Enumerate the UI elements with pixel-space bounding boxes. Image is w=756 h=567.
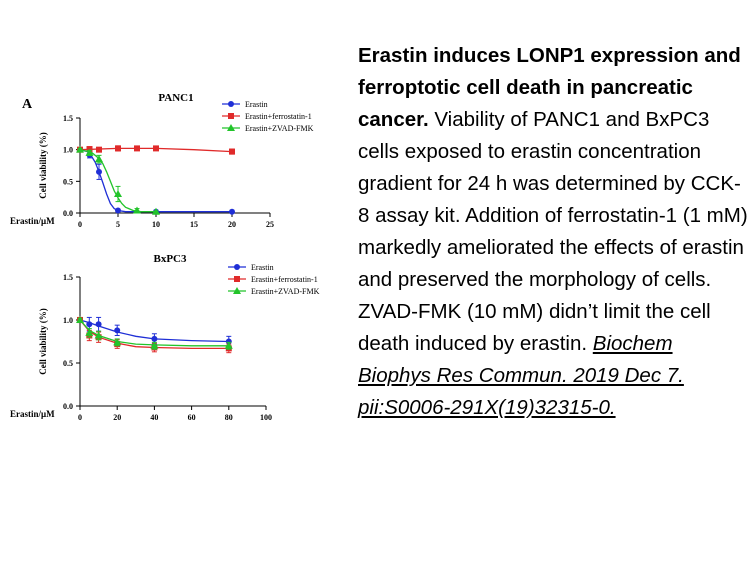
data-point — [151, 336, 157, 342]
x-tick-label: 15 — [190, 220, 198, 229]
legend-label: Erastin+ferrostatin-1 — [251, 275, 318, 284]
legend-marker — [228, 113, 234, 119]
data-point — [96, 321, 102, 327]
data-point — [96, 169, 102, 175]
legend-marker — [234, 264, 240, 270]
x-tick-label: 80 — [224, 413, 233, 422]
data-point — [114, 327, 120, 333]
y-tick-label: 1.5 — [63, 273, 73, 282]
data-point — [229, 149, 235, 155]
x-tick-label: 10 — [152, 220, 160, 229]
caption-body: Viability of PANC1 and BxPC3 cells exposed to erastin concentration gradient for 24 h was determined by CCK-8 assay kit. Addition of ferrostatin-1 (1 mM) markedly ameliorated the effects of erastin and preserved the morphology of cells. ZVAD-FMK (10 mM) didn’t limit the cell death induced by erastin. — [358, 108, 748, 355]
series-fit-line — [80, 150, 156, 212]
y-axis-label: Cell viability (%) — [38, 308, 48, 375]
x-axis-label: Erastin/μM — [10, 216, 55, 226]
x-tick-label: 0 — [78, 220, 82, 229]
legend-label: Erastin — [251, 263, 274, 272]
y-axis-label: Cell viability (%) — [38, 132, 48, 199]
data-point — [134, 145, 140, 151]
x-tick-label: 100 — [260, 413, 272, 422]
figure-caption — [358, 40, 750, 424]
data-point — [115, 207, 121, 213]
chart-bxpc3 — [10, 253, 320, 422]
x-axis-label: Erastin/μM — [10, 409, 55, 419]
y-tick-label: 1.0 — [63, 316, 73, 325]
data-point — [115, 145, 121, 151]
data-point — [133, 206, 141, 213]
chart-title: PANC1 — [158, 92, 194, 104]
y-tick-label: 1.0 — [63, 145, 73, 155]
data-point — [96, 147, 102, 153]
y-tick-label: 0.5 — [63, 359, 73, 368]
legend-marker — [228, 101, 234, 107]
x-tick-label: 0 — [78, 413, 82, 422]
x-tick-label: 60 — [187, 413, 196, 422]
y-tick-label: 0.0 — [63, 402, 73, 411]
legend-marker — [234, 276, 240, 282]
y-tick-label: 0.5 — [63, 177, 73, 187]
caption-title: Erastin induces LONP1 expression and ferroptotic cell death in pancreatic cancer. — [358, 44, 741, 131]
x-tick-label: 25 — [266, 220, 274, 229]
data-point — [229, 209, 235, 215]
series-zvad — [76, 316, 233, 349]
x-tick-label: 40 — [150, 413, 159, 422]
chart-panc1 — [10, 92, 314, 229]
data-point — [86, 321, 92, 327]
x-tick-label: 20 — [228, 220, 236, 229]
figure-panel — [0, 0, 350, 567]
series-fit-line — [80, 150, 232, 212]
panel-label: A — [22, 97, 33, 112]
x-tick-label: 20 — [113, 413, 122, 422]
legend-label: Erastin+ZVAD-FMK — [245, 124, 314, 133]
y-tick-label: 0.0 — [63, 209, 73, 218]
citation-link[interactable]: Biochem Biophys Res Commun. 2019 Dec 7. pii:S0006-291X(19)32315-0. — [358, 332, 684, 419]
legend-label: Erastin+ferrostatin-1 — [245, 112, 312, 121]
x-tick-label: 5 — [116, 220, 120, 229]
series-erastin — [77, 147, 235, 215]
series-ferrostatin — [77, 145, 235, 154]
legend-label: Erastin+ZVAD-FMK — [251, 287, 320, 296]
chart-title: BxPC3 — [153, 253, 187, 265]
data-point — [153, 145, 159, 151]
legend-label: Erastin — [245, 100, 268, 109]
y-tick-label: 1.5 — [63, 114, 73, 123]
